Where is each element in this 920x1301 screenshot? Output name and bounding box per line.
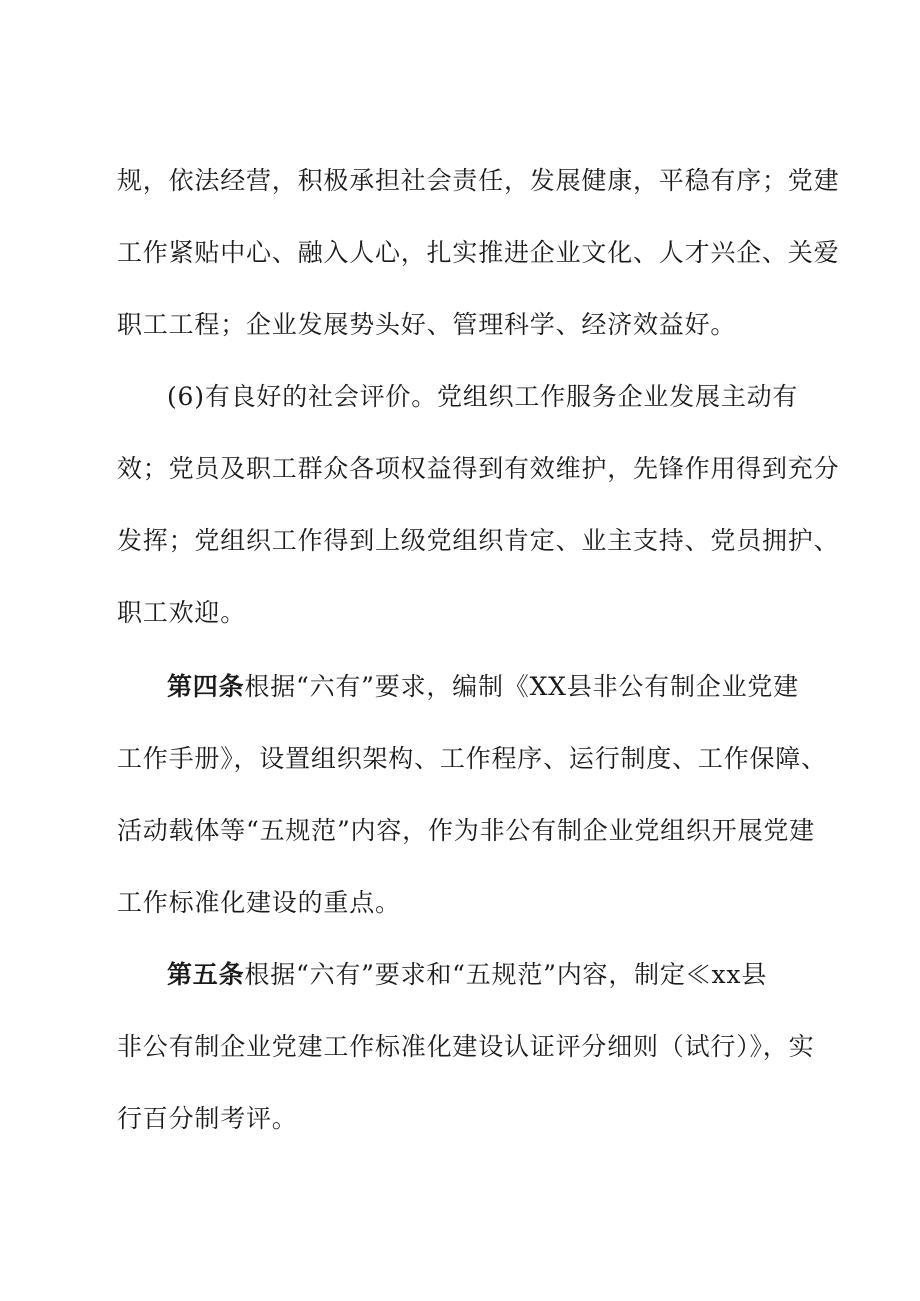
paragraph-line: 职工工程；企业发展势头好、管理科学、经济效益好。 xyxy=(117,310,737,339)
article-4-first-line xyxy=(167,669,799,705)
article-4-label: 第四条 xyxy=(167,672,245,701)
paragraph-line: 非公有制企业党建工作标准化建设认证评分细则（试行）》，实 xyxy=(117,1032,815,1061)
paragraph-line: 工作标准化建设的重点。 xyxy=(117,888,401,917)
paragraph-line: 职工欢迎。 xyxy=(117,598,247,627)
article-4-text: 根据“六有”要求，编制《XX县非公有制企业党建 xyxy=(244,672,799,701)
paragraph-line: 活动载体等“五规范”内容，作为非公有制企业党组织开展党建 xyxy=(117,816,815,845)
paragraph-line: 效；党员及职工群众各项权益得到有效维护，先锋作用得到充分 xyxy=(117,454,840,483)
article-5-text: 根据“六有”要求和“五规范”内容，制定≪xx县 xyxy=(244,960,768,989)
paragraph-line: 工作紧贴中心、融入人心，扎实推进企业文化、人才兴企、关爱 xyxy=(117,238,840,267)
paragraph-line: 规，依法经营，积极承担社会责任，发展健康，平稳有序；党建 xyxy=(117,166,840,195)
paragraph-line: 行百分制考评。 xyxy=(117,1104,298,1133)
article-5-label: 第五条 xyxy=(167,960,245,989)
article-5-first-line xyxy=(167,957,767,993)
paragraph-line: 发挥；党组织工作得到上级党组织肯定、业主支持、党员拥护、 xyxy=(117,526,840,555)
paragraph-line: 工作手册》，设置组织架构、工作程序、运行制度、工作保障、 xyxy=(117,744,827,773)
paragraph-line: (6)有良好的社会评价。党组织工作服务企业发展主动有 xyxy=(167,382,799,411)
